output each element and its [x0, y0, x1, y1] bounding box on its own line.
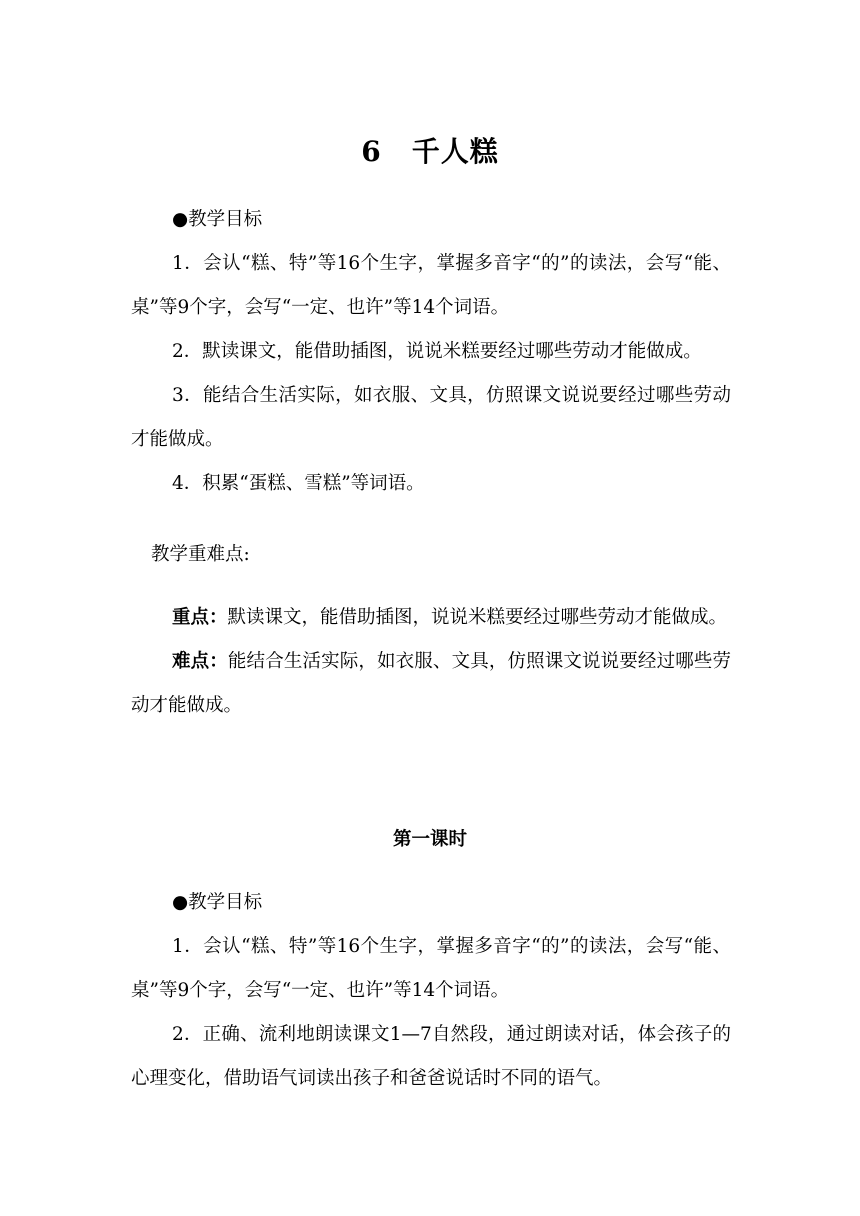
objective-item-1: 1．会认“糕、特”等16个生字，掌握多音字“的”的读法，会写“能、桌”等9个字，会写“一定、也许”等14个词语。 — [131, 253, 731, 318]
lesson1-objectives-section — [131, 881, 731, 1101]
key-point — [131, 596, 731, 640]
key-points-body — [131, 596, 731, 728]
objectives-section — [131, 198, 731, 506]
lesson-number: 6 — [361, 135, 382, 168]
key-point-text: 默读课文，能借助插图，说说米糕要经过哪些劳动才能做成。 — [227, 607, 728, 628]
lesson1-objective-item-1: 1．会认“糕、特”等16个生字，掌握多音字“的”的读法，会写“能、桌”等9个字，会写“一定、也许”等14个词语。 — [131, 936, 731, 1001]
objective-item-4: 4．积累“蛋糕、雪糕”等词语。 — [172, 473, 425, 494]
objective-item-2: 2．默读课文，能借助插图，说说米糕要经过哪些劳动才能做成。 — [172, 341, 702, 362]
key-point-label: 重点： — [172, 607, 228, 628]
lesson-title — [0, 128, 860, 176]
difficult-point — [131, 640, 731, 728]
key-points-heading: 教学重难点: — [151, 544, 250, 565]
difficult-point-text: 能结合生活实际，如衣服、文具，仿照课文说说要经过哪些劳动才能做成。 — [131, 651, 731, 716]
lesson1-objectives-heading: ●教学目标 — [172, 892, 263, 913]
objective-item-3: 3．能结合生活实际，如衣服、文具，仿照课文说说要经过哪些劳动才能做成。 — [131, 385, 731, 450]
key-points-section — [131, 533, 731, 577]
lesson-name: 千人糕 — [411, 135, 499, 168]
lesson1-title: 第一课时 — [392, 829, 467, 850]
difficult-point-label: 难点： — [172, 651, 228, 672]
objectives-heading: ●教学目标 — [172, 209, 263, 230]
lesson1-objective-item-2: 2．正确、流利地朗读课文1—7自然段，通过朗读对话，体会孩子的心理变化，借助语气词读出孩子和爸爸说话时不同的语气。 — [131, 1024, 731, 1089]
